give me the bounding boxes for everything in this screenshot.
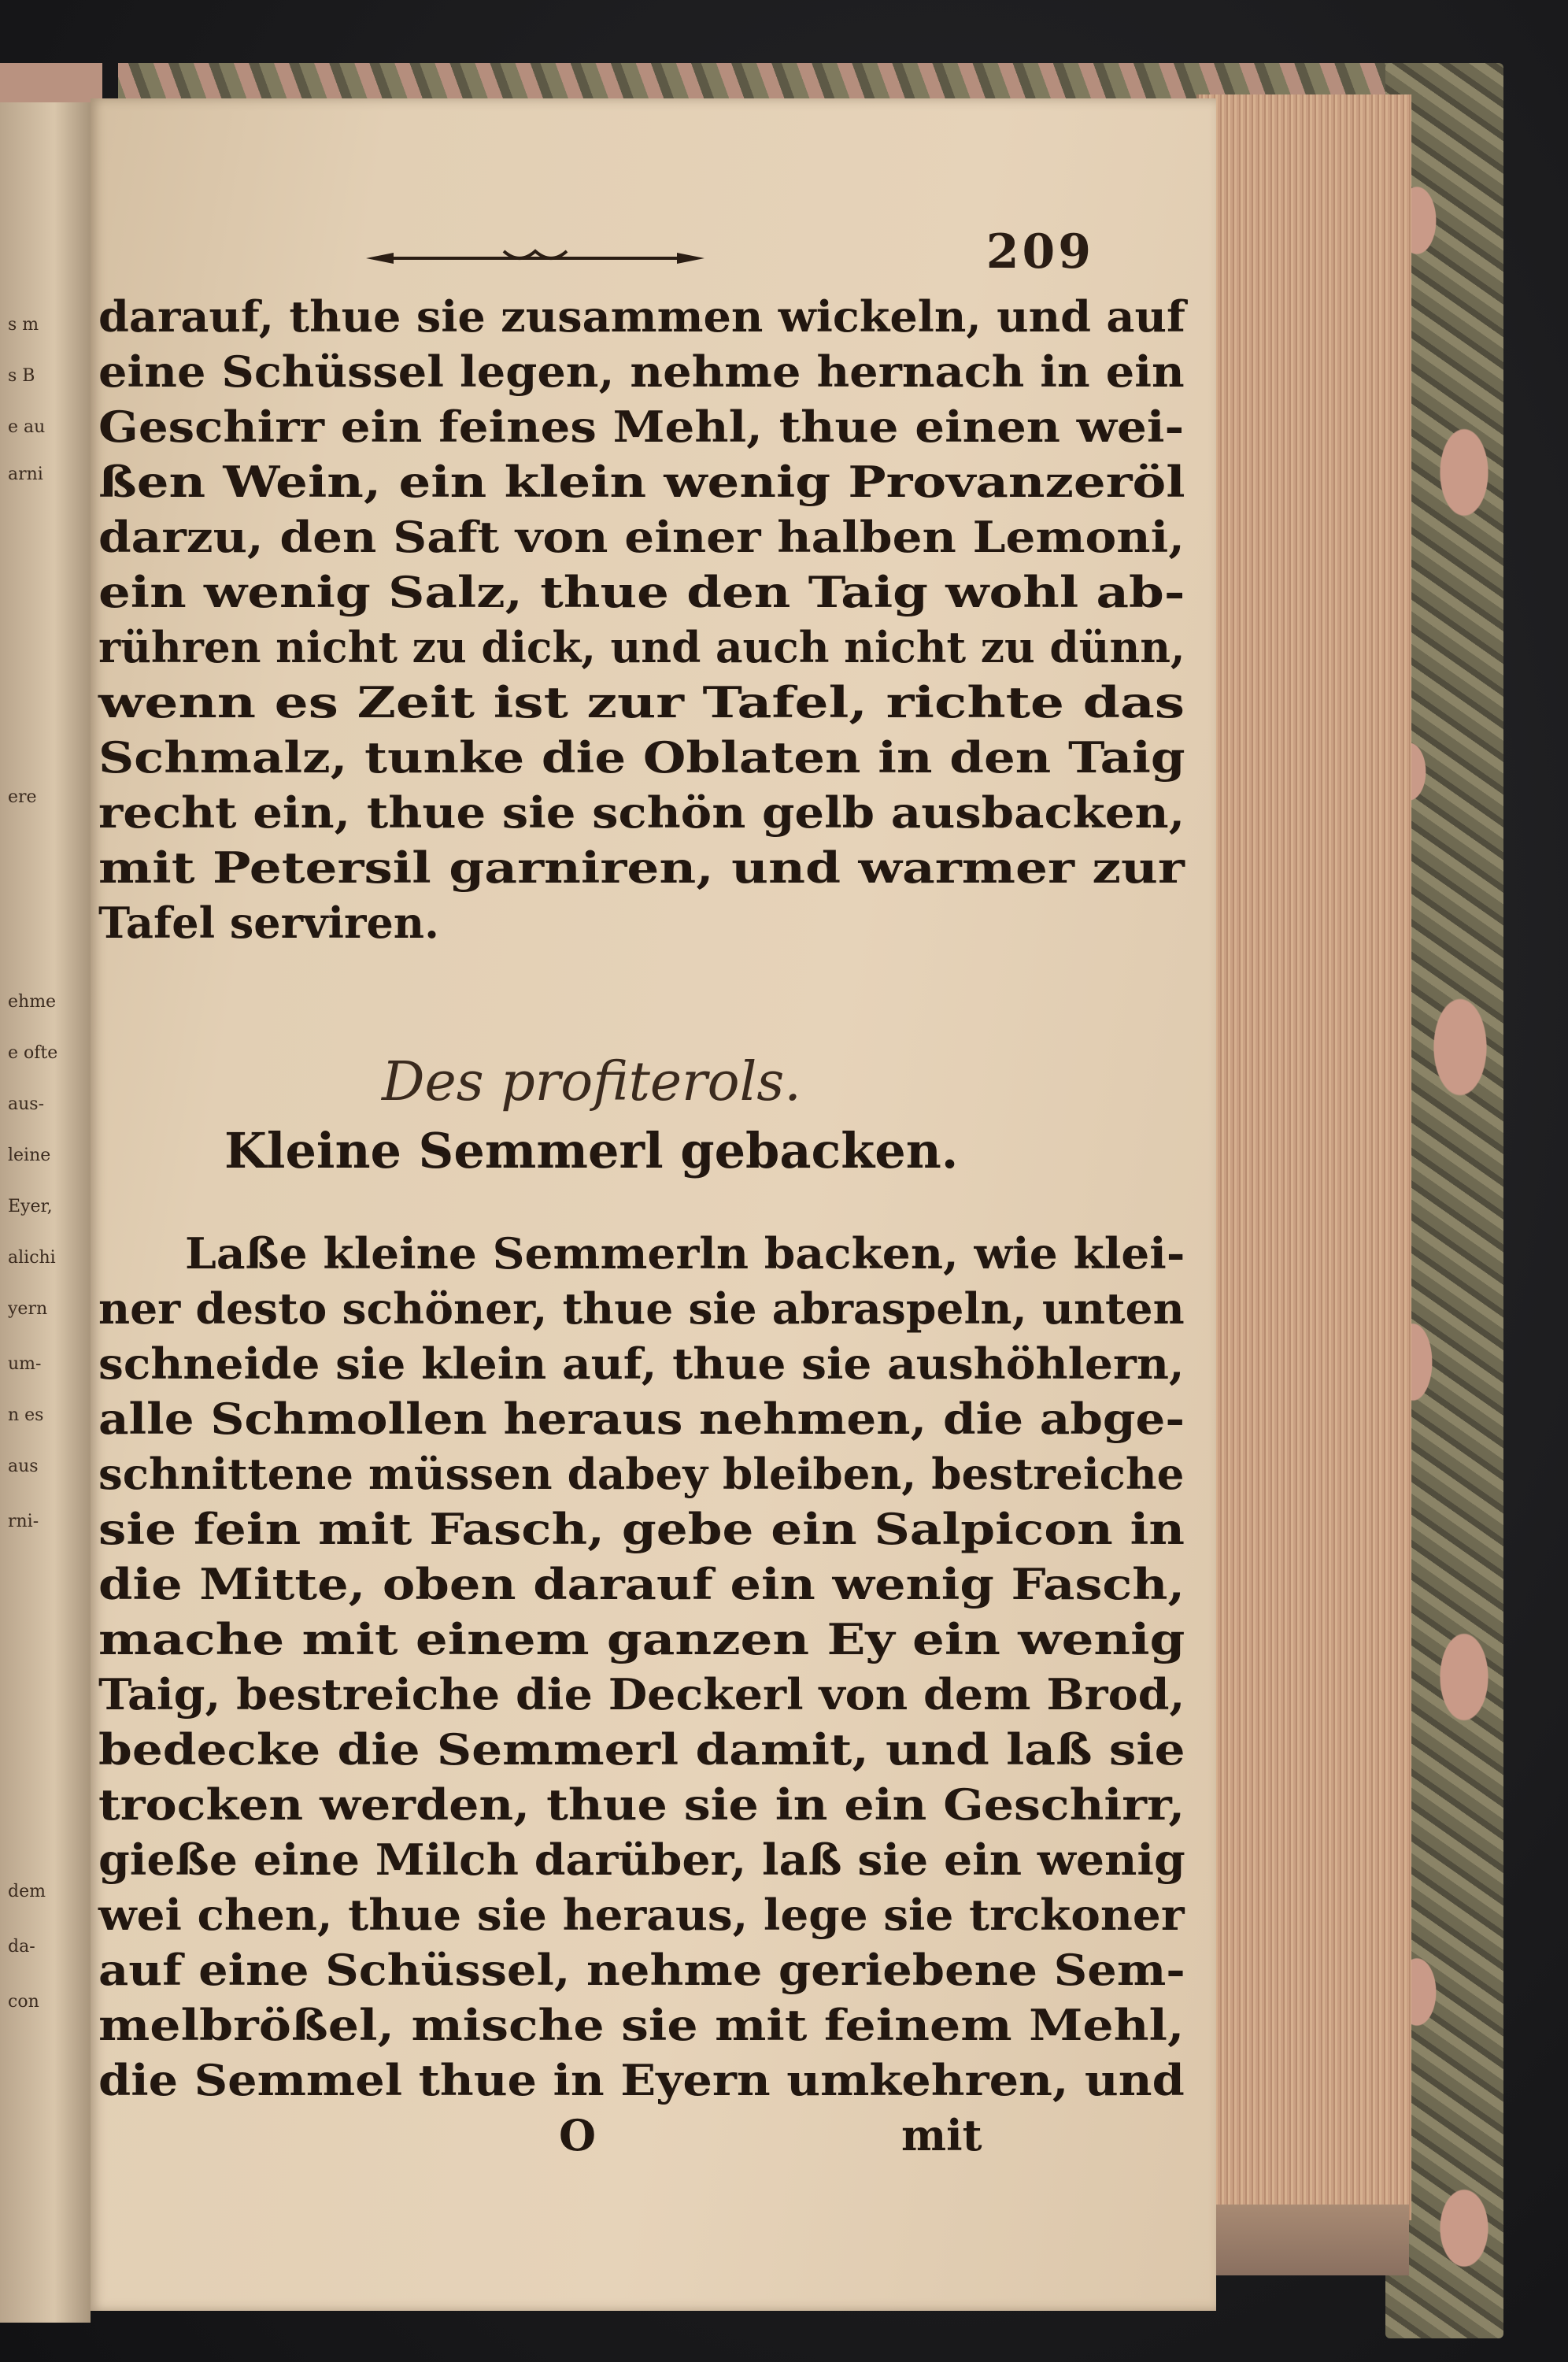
text-line: rühren nicht zu dick, und auch nicht zu dünn,: [98, 622, 1185, 672]
text-line: ßen Wein, ein klein wenig Provanzeröl: [98, 457, 1185, 507]
text-line: ein wenig Salz, thue den Taig wohl ab-: [98, 567, 1185, 617]
left-fragment: da-: [8, 1937, 35, 1957]
text-line: schnittene müssen dabey bleiben, bestreiche: [98, 1449, 1185, 1499]
text-line: wei chen, thue sie heraus, lege sie trckoner: [98, 1890, 1185, 1940]
left-fragment: arni: [8, 465, 43, 484]
page-fore-edge: [1196, 94, 1411, 2220]
text-line: bedecke die Semmerl damit, und laß sie: [98, 1724, 1185, 1775]
heading-latin: Des profiterols.: [382, 1051, 801, 1113]
left-fragment: Eyer,: [8, 1197, 53, 1216]
text-line: schneide sie klein auf, thue sie aushöhlern,: [98, 1338, 1185, 1389]
left-fragment: leine: [8, 1146, 51, 1165]
signature-mark: O: [559, 2110, 597, 2160]
left-fragment: e au: [8, 417, 46, 437]
text-line: darauf, thue sie zusammen wickeln, und auf: [98, 291, 1185, 342]
catchword: mit: [901, 2110, 982, 2160]
page-bottom-edge: [1196, 2205, 1409, 2275]
running-header: [362, 224, 1094, 287]
text-line: die Semmel thue in Eyern umkehren, und: [98, 2055, 1185, 2105]
text-line: recht ein, thue sie schön gelb ausbacken,: [98, 787, 1185, 838]
heading-title: Kleine Semmerl gebacken.: [224, 1122, 959, 1179]
text-line: mit Petersil garniren, und warmer zur: [98, 842, 1185, 893]
text-line: Tafel serviren.: [98, 898, 439, 948]
left-fragment: dem: [8, 1882, 46, 1901]
left-fragment: ehme: [8, 992, 57, 1012]
text-line: ner desto schöner, thue sie abraspeln, unten: [98, 1283, 1185, 1334]
left-fragment: rni-: [8, 1512, 39, 1531]
left-fragment: aus: [8, 1457, 39, 1476]
text-line: trocken werden, thue sie in ein Geschirr,: [98, 1779, 1185, 1830]
left-fragment: con: [8, 1992, 39, 2012]
text-line: Geschirr ein feines Mehl, thue einen wei-: [98, 402, 1185, 452]
left-fragment: ere: [8, 787, 37, 807]
text-line: sie fein mit Fasch, gebe ein Salpicon in: [98, 1504, 1185, 1554]
text-line: darzu, den Saft von einer halben Lemoni,: [98, 512, 1185, 562]
text-line: Taig, bestreiche die Deckerl von dem Brod,: [98, 1669, 1185, 1720]
text-line: Schmalz, tunke die Oblaten in den Taig: [98, 732, 1185, 783]
text-line: die Mitte, oben darauf ein wenig Fasch,: [98, 1559, 1185, 1609]
ornament-rule-icon: [362, 248, 708, 268]
facing-page-edge: [0, 102, 91, 2323]
left-fragment: um-: [8, 1354, 42, 1374]
text-line: melbrößel, mische sie mit feinem Mehl,: [98, 2000, 1185, 2050]
left-fragment: s m: [8, 315, 39, 335]
left-fragment: aus-: [8, 1094, 45, 1114]
left-fragment: s B: [8, 366, 35, 386]
left-fragment: yern: [8, 1299, 48, 1319]
left-fragment: alichi: [8, 1248, 56, 1268]
left-fragment: n es: [8, 1405, 44, 1425]
text-line: gieße eine Milch darüber, laß sie ein wenig: [98, 1834, 1185, 1885]
text-line: mache mit einem ganzen Ey ein wenig: [98, 1614, 1185, 1664]
page-number: 209: [986, 224, 1094, 280]
text-line: wenn es Zeit ist zur Tafel, richte das: [98, 677, 1185, 727]
left-fragment: e ofte: [8, 1043, 58, 1063]
book-page: [91, 98, 1216, 2311]
text-line: auf eine Schüssel, nehme geriebene Sem-: [98, 1945, 1185, 1995]
text-line: eine Schüssel legen, nehme hernach in ein: [98, 346, 1185, 397]
text-line: Laße kleine Semmerln backen, wie klei-: [185, 1228, 1185, 1279]
text-line: alle Schmollen heraus nehmen, die abge-: [98, 1394, 1185, 1444]
